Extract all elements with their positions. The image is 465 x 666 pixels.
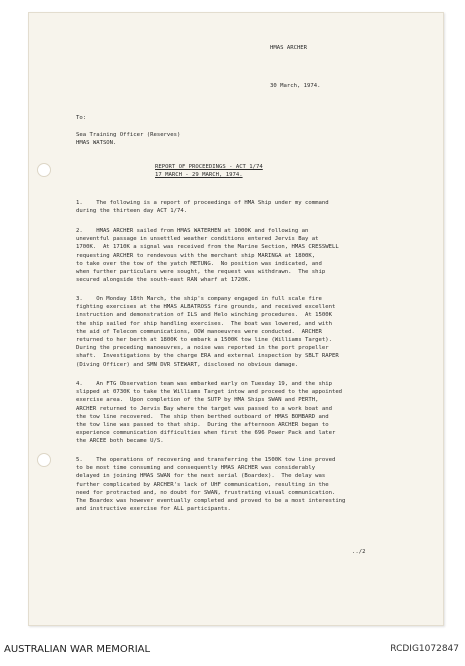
paragraph-line: the ship sailed for ship handling exercises. The boat was lowered, and with xyxy=(76,320,332,327)
paragraph-1 xyxy=(76,199,329,215)
report-title-line-1: REPORT OF PROCEEDINGS - ACT 1/74 xyxy=(155,164,263,170)
paragraph-line: secured alongside the south-east RAN wharf at 1720K. xyxy=(76,277,252,284)
continuation-marker: ../2 xyxy=(352,549,366,555)
paragraph-line: The Boardex was however eventually completed and proved to be a most interesting xyxy=(76,498,346,505)
ship-heading: HMAS ARCHER xyxy=(270,45,308,51)
archive-footer xyxy=(0,636,465,666)
paragraph-line: and instructive exercise for ALL participants. xyxy=(76,506,231,513)
paragraph-line: the tow line recovered. The ship then berthed outboard of HMAS BOMBARD and xyxy=(76,413,329,420)
recipient-line-1: Sea Training Officer (Reserves) xyxy=(76,132,181,138)
punch-hole xyxy=(37,163,51,177)
paragraph-line: the tow line was passed to that ship. During the afternoon ARCHER began to xyxy=(76,422,329,429)
document-date: 30 March, 1974. xyxy=(270,83,321,89)
paragraph-line: 1700K. At 1710K a signal was received from the Marine Section, HMAS CRESSWELL xyxy=(76,244,339,251)
paragraph-5 xyxy=(76,456,345,513)
paragraph-line: 5. The operations of recovering and transferring the 1500K tow line proved xyxy=(76,457,336,463)
paragraph-line: to be most time consuming and consequently HMAS ARCHER was considerably xyxy=(76,465,316,472)
paragraph-line: requesting ARCHER to rendevous with the merchant ship MARINGA at 1800K, xyxy=(76,252,316,259)
paragraph-line: the aid of Telecom communications, OOW manoeuvres were conducted. ARCHER xyxy=(76,328,322,335)
paragraph-line: 4. An FTG Observation team was embarked early on Tuesday 19, and the ship xyxy=(76,381,332,387)
paragraph-line: further complicated by ARCHER's lack of UHF communication, resulting in the xyxy=(76,481,329,488)
paragraph-line: delayed in joining HMAS SWAN for the next serial (Boardex). The delay was xyxy=(76,473,326,480)
paragraph-line: 2. HMAS ARCHER sailed from HMAS WATERHEN at 1000K and following an xyxy=(76,228,309,234)
recipient-line-2: HMAS WATSON. xyxy=(76,140,117,146)
paragraph-line: ARCHER returned to Jervis Bay where the target was passed to a work boat and xyxy=(76,405,332,412)
paragraph-line: 1. The following is a report of proceedings of HMA Ship under my command xyxy=(76,200,329,206)
paragraph-line: the ARCEE both became U/S. xyxy=(76,438,164,445)
paragraph-4 xyxy=(76,380,342,446)
punch-hole xyxy=(37,453,51,467)
paragraph-2 xyxy=(76,227,339,284)
paragraph-3 xyxy=(76,295,339,369)
paragraph-line: During the preceding manoeuvres, a noise was reported in the port propeller xyxy=(76,345,329,352)
report-title-line-2: 17 MARCH - 29 MARCH, 1974. xyxy=(155,172,243,178)
paragraph-line: experience communication difficulties when first the 696 Power Pack and later xyxy=(76,430,336,437)
paragraph-line: fighting exercises at the HMAS ALBATROSS fire grounds, and received excellent xyxy=(76,304,336,311)
archive-source: AUSTRALIAN WAR MEMORIAL xyxy=(4,644,151,655)
paragraph-line: need for protracted and, no doubt for SWAN, frustrating visual communication. xyxy=(76,489,336,496)
paragraph-line: returned to her berth at 1800K to embark a 1500K tow line (Williams Target). xyxy=(76,337,332,344)
paragraph-line: when further particulars were sought, the request was withdrawn. The ship xyxy=(76,269,326,276)
archive-reference: RCDIG1072847 xyxy=(390,644,459,654)
paragraph-line: (Diving Officer) and SMN DVR STEWART, disclosed no obvious damage. xyxy=(76,361,299,368)
paragraph-line: to take over the tow of the yatch METUNG. No position was indicated, and xyxy=(76,260,322,267)
paragraph-line: 3. On Monday 18th March, the ship's company engaged in full scale fire xyxy=(76,296,322,302)
paragraph-line: slipped at 0730K to take the Williams Target intow and proceed to the appointed xyxy=(76,389,343,396)
paragraph-line: shaft. Investigations by the charge ERA and external inspection by SBLT RAPER xyxy=(76,353,339,360)
paragraph-line: during the thirteen day ACT 1/74. xyxy=(76,208,188,215)
paragraph-line: instruction and demonstration of ILS and Helo winching procedures. At 1500K xyxy=(76,312,332,319)
paragraph-line: exercise area. Upon completion of the SUTP by HMA Ships SWAN and PERTH, xyxy=(76,397,319,404)
to-label: To: xyxy=(76,115,87,121)
paragraph-line: uneventful passage in unsettled weather conditions entered Jervis Bay at xyxy=(76,236,319,243)
